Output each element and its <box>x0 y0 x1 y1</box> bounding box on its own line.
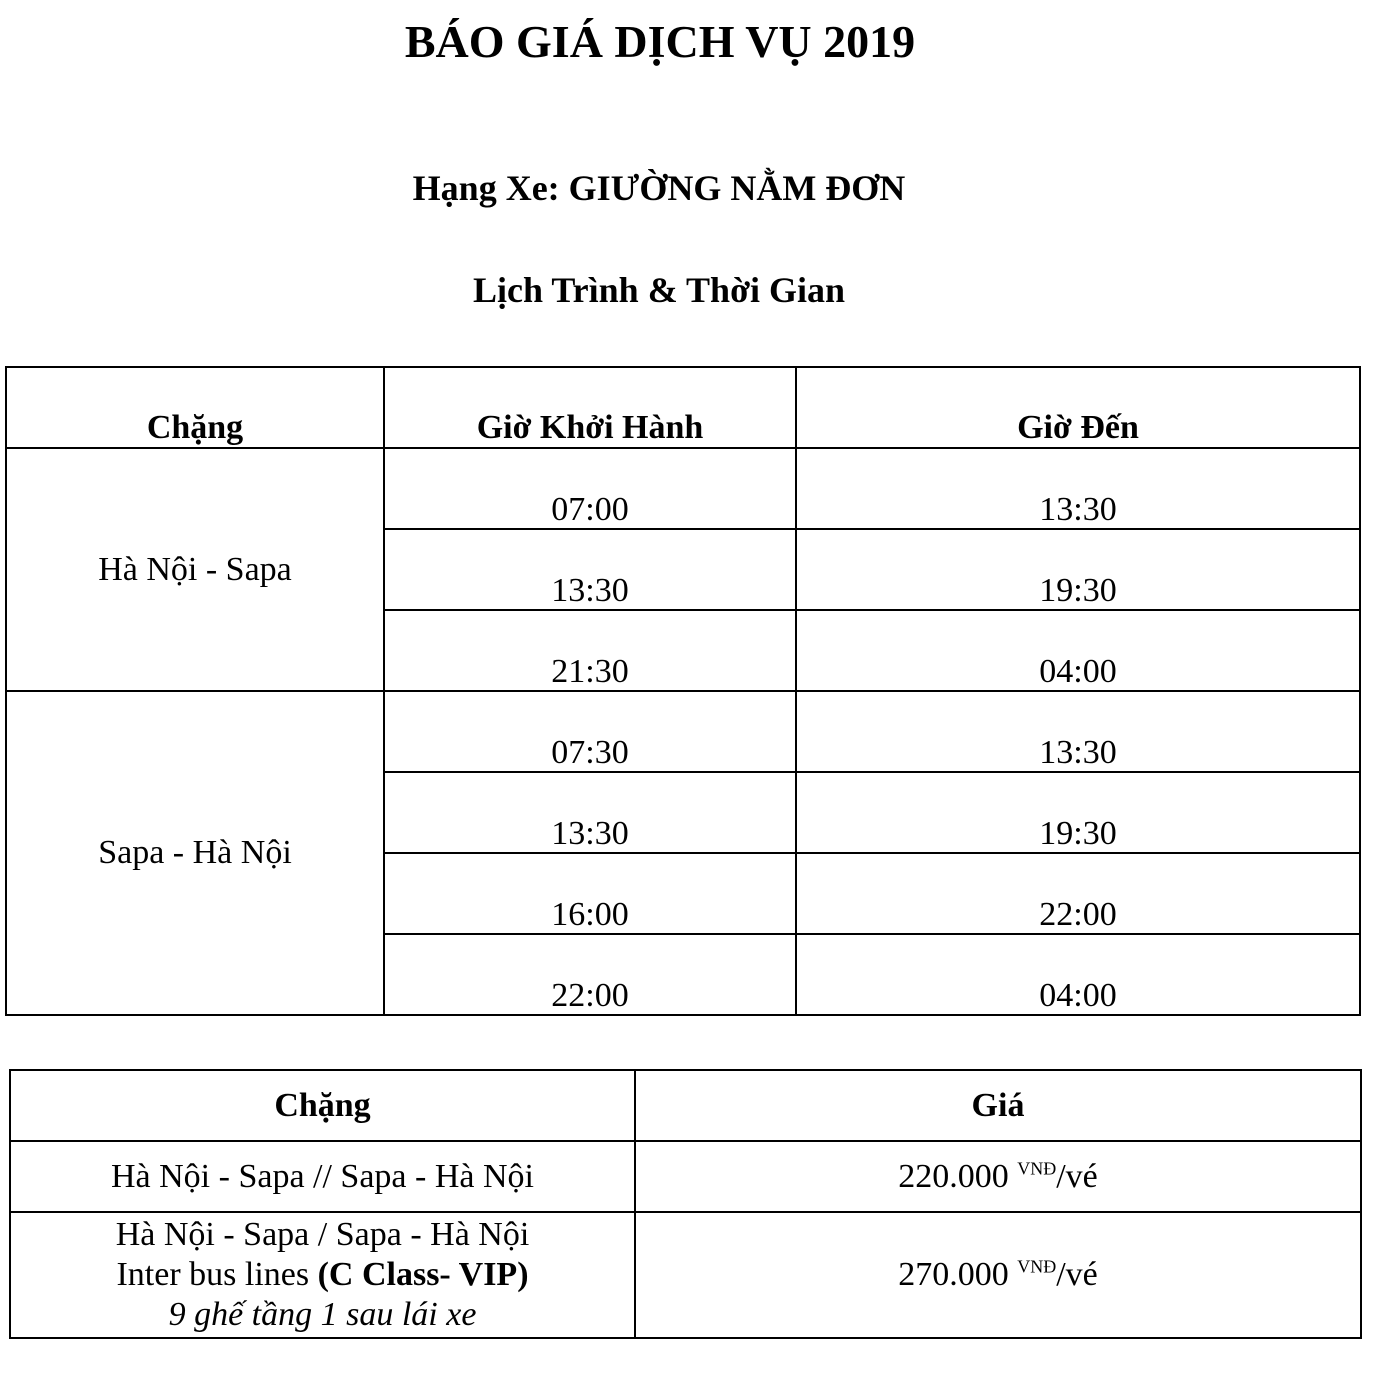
price-header-price: Giá <box>635 1070 1361 1141</box>
arrival-time: 04:00 <box>796 610 1360 691</box>
header-arrival: Giờ Đến <box>796 367 1360 448</box>
departure-time: 07:30 <box>384 691 796 772</box>
header-route: Chặng <box>6 367 384 448</box>
schedule-heading: Lịch Trình & Thời Gian <box>472 270 846 310</box>
table-row <box>10 1212 1361 1338</box>
route-cell: Hà Nội - Sapa <box>6 448 384 691</box>
price-value-cell <box>635 1141 1361 1212</box>
page-title: BÁO GIÁ DỊCH VỤ 2019 <box>404 16 916 67</box>
price-header-row <box>10 1070 1361 1141</box>
arrival-time: 04:00 <box>796 934 1360 1015</box>
departure-time: 16:00 <box>384 853 796 934</box>
vehicle-class-heading: Hạng Xe: GIƯỜNG NẰM ĐƠN <box>412 168 906 208</box>
bus-line-label: Inter bus lines <box>116 1256 318 1293</box>
price-table <box>9 1069 1362 1339</box>
departure-time: 21:30 <box>384 610 796 691</box>
price-route: Hà Nội - Sapa // Sapa - Hà Nội <box>10 1141 635 1212</box>
arrival-time: 13:30 <box>796 448 1360 529</box>
arrival-time: 13:30 <box>796 691 1360 772</box>
price-unit: /vé <box>1056 1157 1098 1195</box>
schedule-header-row <box>6 367 1360 448</box>
price-header-route: Chặng <box>10 1070 635 1141</box>
price-route-class-line <box>11 1255 634 1295</box>
price-amount: 270.000 <box>898 1256 1009 1293</box>
departure-time: 13:30 <box>384 772 796 853</box>
currency-label: VNĐ <box>1017 1256 1057 1277</box>
table-row <box>6 448 1360 529</box>
schedule-table <box>5 366 1361 1016</box>
currency-label: VNĐ <box>1017 1158 1057 1179</box>
table-row <box>10 1141 1361 1212</box>
price-unit: /vé <box>1056 1256 1098 1293</box>
price-value-cell <box>635 1212 1361 1338</box>
departure-time: 07:00 <box>384 448 796 529</box>
header-departure: Giờ Khởi Hành <box>384 367 796 448</box>
arrival-time: 19:30 <box>796 772 1360 853</box>
price-route-vip <box>10 1212 635 1338</box>
seat-note: 9 ghế tầng 1 sau lái xe <box>168 1296 477 1333</box>
route-cell: Sapa - Hà Nội <box>6 691 384 1015</box>
departure-time: 22:00 <box>384 934 796 1015</box>
departure-time: 13:30 <box>384 529 796 610</box>
vip-class-label: (C Class- VIP) <box>317 1256 529 1293</box>
table-row <box>6 691 1360 772</box>
price-route-line: Hà Nội - Sapa / Sapa - Hà Nội <box>115 1216 530 1253</box>
arrival-time: 19:30 <box>796 529 1360 610</box>
price-amount: 220.000 <box>898 1157 1009 1195</box>
arrival-time: 22:00 <box>796 853 1360 934</box>
